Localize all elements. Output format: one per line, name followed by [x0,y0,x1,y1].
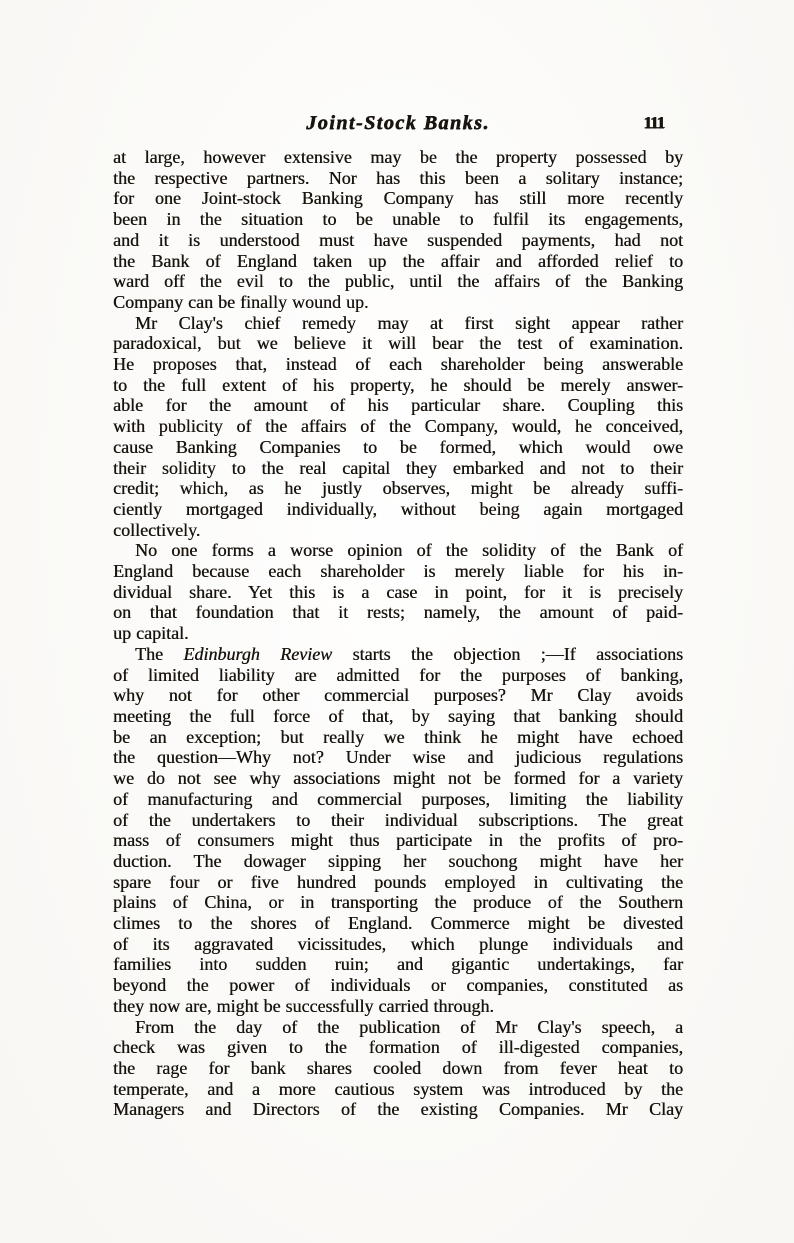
text-line: temperate, and a more cautious system was introduced by the [113,1078,683,1099]
text-line: the Bank of England taken up the affair and afforded relief to [113,250,683,271]
text-line: No one forms a worse opinion of the solidity of the Bank of [135,540,683,561]
text-line: the respective partners. Nor has this been a solitary instance; [113,167,683,188]
paragraph [113,147,683,313]
text-line: check was given to the formation of ill-digested companies, [113,1037,683,1058]
text-line: collectively. [113,519,201,540]
text-line: at large, however extensive may be the property possessed by [113,147,683,167]
paragraph [113,1017,683,1121]
text-line: Managers and Directors of the existing Companies. Mr Clay [113,1099,683,1120]
text-line: dividual share. Yet this is a case in point, for it is precisely [113,581,683,602]
text-line: plains of China, or in transporting the produce of the Southern [113,892,683,913]
text-line: able for the amount of his particular share. Coupling this [113,395,683,416]
text-line: on that foundation that it rests; namely, the amount of paid- [113,602,683,623]
text-line: why not for other commercial purposes? Mr Clay avoids [113,685,683,706]
text-line: cause Banking Companies to be formed, which would owe [113,436,683,457]
text-line: spare four or five hundred pounds employed in cultivating the [113,871,683,892]
page-number: 111 [643,113,664,132]
text-line: meeting the full force of that, by saying that banking should [113,705,683,726]
text-line: ciently mortgaged individually, without being again mortgaged [113,498,683,519]
text-line: The Edinburgh Review starts the objection ;—If associations [135,643,683,664]
text-line: up capital. [113,623,189,644]
text-line: Mr Clay's chief remedy may at first sight appear rather [135,312,683,333]
text-line: He proposes that, instead of each shareholder being answerable [113,354,683,375]
text-line: of its aggravated vicissitudes, which plunge individuals and [113,933,683,954]
text-line: be an exception; but really we think he might have echoed [113,726,683,747]
text-line: beyond the power of individuals or companies, constituted as [113,975,683,996]
text-line: duction. The dowager sipping her souchong might have her [113,850,683,871]
text-line: ward off the evil to the public, until the affairs of the Banking [113,271,683,292]
text-line: been in the situation to be unable to fulfil its engagements, [113,209,683,230]
text-line: of limited liability are admitted for the purposes of banking, [113,664,683,685]
text-line: of manufacturing and commercial purposes, limiting the liability [113,788,683,809]
text-line: the rage for bank shares cooled down from fever heat to [113,1057,683,1078]
text-line: they now are, might be successfully carried through. [113,995,494,1016]
text-line: credit; which, as he justly observes, might be already suffi- [113,478,683,499]
paragraph [113,540,683,644]
page-body [113,147,683,1120]
text-line: to the full extent of his property, he should be merely answer- [113,374,683,395]
running-header [113,112,683,138]
paragraph [113,313,683,541]
page-title: Joint-Stock Banks. [306,112,490,134]
text-line: climes to the shores of England. Commerce might be divested [113,913,683,934]
text-line: Company can be finally wound up. [113,291,369,312]
text-line: and it is understood must have suspended payments, had not [113,229,683,250]
text-line: the question—Why not? Under wise and judicious regulations [113,747,683,768]
text-line: of the undertakers to their individual subscriptions. The great [113,809,683,830]
text-line: paradoxical, but we believe it will bear the test of examination. [113,333,683,354]
text-line: England because each shareholder is merely liable for his in- [113,561,683,582]
text-line: we do not see why associations might not be formed for a variety [113,768,683,789]
text-line: with publicity of the affairs of the Company, would, he conceived, [113,416,683,437]
paragraph [113,644,683,1017]
text-line: mass of consumers might thus participate in the profits of pro- [113,830,683,851]
text-line: for one Joint-stock Banking Company has still more recently [113,188,683,209]
text-line: families into sudden ruin; and gigantic undertakings, far [113,954,683,975]
text-line: their solidity to the real capital they embarked and not to their [113,457,683,478]
text-line: From the day of the publication of Mr Clay's speech, a [135,1016,683,1037]
